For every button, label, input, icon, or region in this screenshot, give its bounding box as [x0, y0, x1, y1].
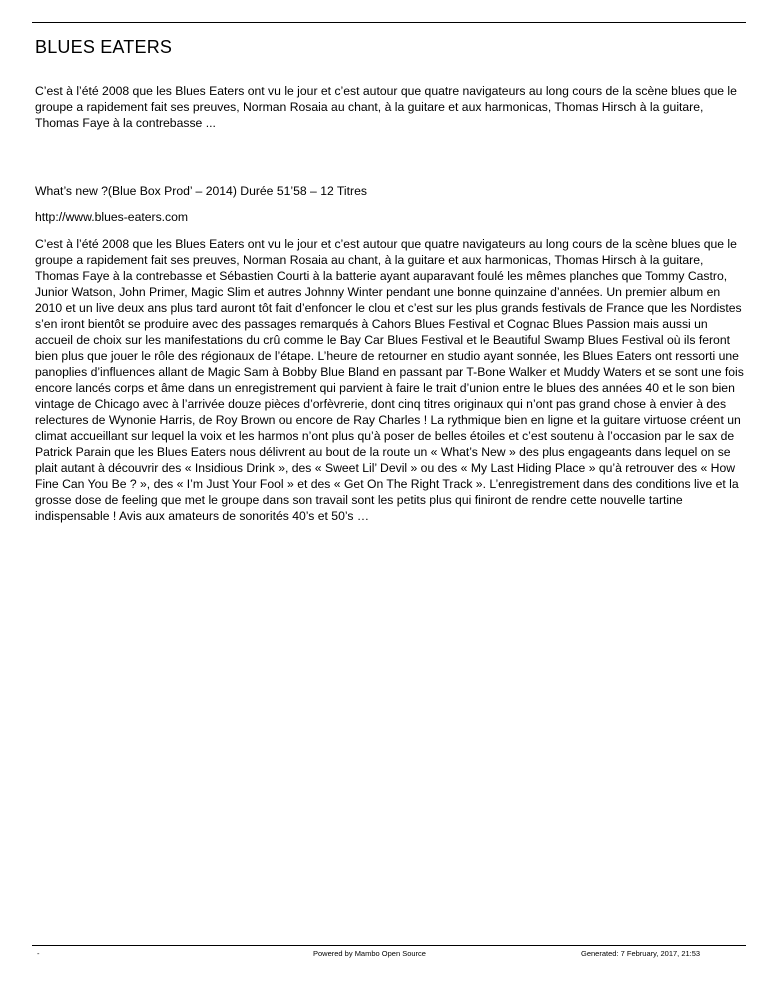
intro-paragraph: C’est à l’été 2008 que les Blues Eaters ont vu le jour et c’est autour que quatre navigateurs au long cours de la scène blues que le groupe a rapidement fait ses preuves, Norman Rosaia au chant, à la guitare et aux harmonicas, Thomas Hirsch à la guitare, Thomas Faye à la contrebasse ...: [35, 84, 737, 130]
top-divider: [32, 22, 746, 23]
website-url: http://www.blues-eaters.com: [35, 210, 189, 224]
album-info: What’s new ?(Blue Box Prod’ – 2014) Durée 51’58 – 12 Titres: [35, 184, 367, 198]
footer-left: -: [37, 949, 40, 958]
bottom-divider: [32, 945, 746, 946]
page-title: BLUES EATERS: [35, 37, 173, 57]
footer-generated-date: Generated: 7 February, 2017, 21:53: [581, 949, 701, 958]
review-body: C’est à l’été 2008 que les Blues Eaters ont vu le jour et c’est autour que quatre navigateurs au long cours de la scène blues que le groupe a rapidement fait ses preuves, Norman Rosaia au chant, à la guitare et aux harmonicas, Thomas Hirsch à la guitare, Thomas Faye à la contrebasse et Sébastien Courti à la batterie ayant auparavant foulé les mêmes planches que Tommy Castro, Junior Watson, John Primer, Magic Slim et autres Johnny Winter pendant une bonne quinzaine d’années. Un premier album en 2010 et un live deux ans plus tard auront tôt fait d’enfoncer le clou et c’est sur les plus grands festivals de France que les Nordistes s’en iront bientôt se produire avec des passages remarqués à Cahors Blues Festival et Cognac Blues Passion mais aussi un accueil de choix sur les manifestations du crû comme le Bay Car Blues Festival et le Beautiful Swamp Blues Festival où ils feront bien plus que jouer le rôle des régionaux de l’étape. L’heure de retourner en studio ayant sonnée, les Blues Eaters ont ressorti une panoplies d’influences allant de Magic Sam à Bobby Blue Bland en passant par T-Bone Walker et Muddy Waters et se sont une fois encore lancés corps et âme dans un enregistrement qui parvient à faire le trait d’union entre le blues des années 40 et le son bien vintage de Chicago avec à l’arrivée douze pièces d’orfèvrerie, dont cinq titres originaux qui n’ont pas grand chose à envier à des relectures de Wynonie Harris, de Roy Brown ou encore de Ray Charles ! La rythmique bien en ligne et la guitare virtuose créent un climat accueillant sur lequel la voix et les harmos n’ont plus qu’à poser de belles étoiles et c’est soutenu à l’occasion par le sax de Patrick Parain que les Blues Eaters nous délivrent au bout de la route un « What’s New » des plus engageants dans lequel on se plait autant à découvrir des « Insidious Drink », des « Sweet Lil’ Devil » ou des « My Last Hiding Place » qu’à retrouver des « How Fine Can You Be ? », des « I’m Just Your Fool » et des « Get On The Right Track ». L’enregistrement dans des conditions live et la grosse dose de feeling que met le groupe dans son travail sont les petits plus qui finiront de rendre cette nouvelle tartine indispensable ! Avis aux amateurs de sonorités 40’s et 50’s …: [35, 237, 744, 523]
footer-powered-by: Powered by Mambo Open Source: [313, 949, 426, 958]
